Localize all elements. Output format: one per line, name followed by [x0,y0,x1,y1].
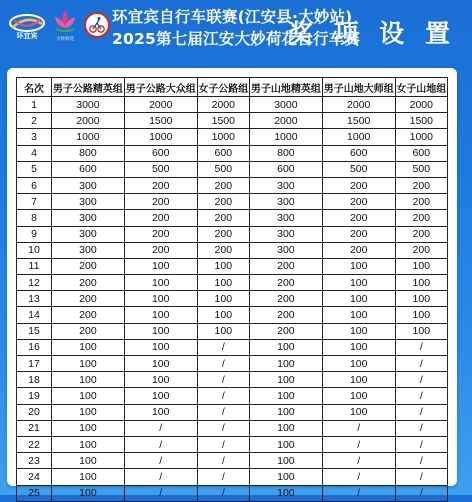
prize-cell: 100 [197,291,249,307]
rank-cell: 7 [17,194,52,210]
table-header-row [17,78,448,97]
prize-cell: 100 [52,469,125,485]
prize-cell: 600 [52,161,125,177]
prize-cell: 100 [322,339,395,355]
prize-cell: 200 [124,194,197,210]
rank-cell: 23 [17,453,52,469]
prize-cell: 200 [395,210,447,226]
prize-cell: / [124,436,197,452]
prize-cell: 100 [249,436,322,452]
prize-cell: 1500 [395,113,447,129]
prize-cell: 200 [52,275,125,291]
prize-cell: 300 [52,242,125,258]
table-row [17,145,448,161]
table-row [17,275,448,291]
table-row [17,323,448,339]
prize-cell: 200 [124,226,197,242]
prize-cell: 200 [52,291,125,307]
prize-cell: 500 [322,161,395,177]
prize-cell: 800 [249,145,322,161]
table-row [17,291,448,307]
prize-cell: 100 [197,275,249,291]
prize-cell: 100 [124,275,197,291]
title-line-1: 环宜宾自行车联赛(江安县·大妙站) [112,8,353,26]
prize-cell: 100 [249,420,322,436]
prize-cell: 100 [249,469,322,485]
title-line-2: 2025第七届江安大妙荷花自行车赛 [112,30,361,48]
prize-cell: 100 [322,323,395,339]
table-row [17,436,448,452]
table-row [17,372,448,388]
prize-cell: 1500 [197,113,249,129]
prize-cell: 300 [249,177,322,193]
prize-cell: 100 [124,356,197,372]
prize-cell: 200 [395,194,447,210]
table-row [17,453,448,469]
rank-cell: 3 [17,129,52,145]
prize-cell: 100 [322,372,395,388]
prize-cell: / [197,420,249,436]
prize-cell: 100 [249,339,322,355]
prize-cell: / [197,372,249,388]
table-body [17,97,448,502]
prize-cell: 600 [197,145,249,161]
table-row [17,258,448,274]
prize-cell: 500 [395,161,447,177]
table-row [17,356,448,372]
table-row [17,307,448,323]
prize-table [16,77,448,502]
prize-cell: 200 [124,210,197,226]
prize-cell: 100 [322,258,395,274]
cycling-league-logo [8,10,46,40]
table-row [17,194,448,210]
table-row [17,469,448,485]
prize-cell: 100 [322,275,395,291]
prize-cell: 500 [197,161,249,177]
prize-cell: / [322,436,395,452]
prize-cell: 100 [124,372,197,388]
prize-cell: 1000 [124,129,197,145]
prize-cell: / [395,404,447,420]
prize-cell: / [395,372,447,388]
prize-cell: 100 [322,291,395,307]
rank-cell: 9 [17,226,52,242]
prize-cell: 600 [124,145,197,161]
prize-cell: 100 [249,372,322,388]
rank-cell: 18 [17,372,52,388]
rank-cell: 15 [17,323,52,339]
prize-cell: / [197,453,249,469]
prize-cell: / [124,469,197,485]
prize-cell: / [124,485,197,501]
prize-cell: 200 [322,242,395,258]
prize-cell: 100 [197,323,249,339]
prize-cell: 100 [124,323,197,339]
logo-text: 环宜宾 [16,32,38,40]
table-row [17,388,448,404]
prize-cell: / [197,469,249,485]
rank-cell: 12 [17,275,52,291]
rank-cell: 13 [17,291,52,307]
prize-cell: 200 [395,226,447,242]
cyclist-badge-icon [84,12,110,38]
prize-cell: 100 [52,372,125,388]
prize-cell: / [197,339,249,355]
prize-cell: / [197,404,249,420]
prize-cell: 100 [249,404,322,420]
prize-cell: 2000 [322,97,395,113]
prize-cell: / [322,485,395,501]
rank-cell: 17 [17,356,52,372]
prize-cell: 200 [249,275,322,291]
prize-cell: / [395,436,447,452]
prize-cell: / [124,420,197,436]
rank-cell: 22 [17,436,52,452]
rank-cell: 2 [17,113,52,129]
prize-cell: / [322,453,395,469]
prize-cell: 200 [197,210,249,226]
prize-cell: 100 [52,485,125,501]
prize-cell: / [395,388,447,404]
rank-cell: 21 [17,420,52,436]
prize-cell: 200 [322,194,395,210]
header-category: 男子山地精英组 [249,78,322,97]
rank-cell: 20 [17,404,52,420]
rank-cell: 1 [17,97,52,113]
rank-cell: 16 [17,339,52,355]
prize-cell: 1500 [322,113,395,129]
prize-cell: 100 [52,436,125,452]
prize-cell: 100 [52,420,125,436]
prize-cell: 100 [395,307,447,323]
prize-cell: 300 [52,226,125,242]
table-row [17,161,448,177]
rank-cell: 14 [17,307,52,323]
prize-cell: 100 [124,404,197,420]
prize-cell: 1000 [249,129,322,145]
logo-group [8,8,110,42]
rank-cell: 4 [17,145,52,161]
prize-cell: 100 [124,388,197,404]
prize-cell: 800 [52,145,125,161]
prize-cell: 300 [52,210,125,226]
prize-cell: 600 [249,161,322,177]
prize-cell: 300 [249,242,322,258]
prize-cell: 200 [197,242,249,258]
prize-cell: 200 [249,307,322,323]
prize-cell: 200 [124,242,197,258]
page-title: 奖 项 设 置 [287,19,456,48]
prize-cell: 1000 [395,129,447,145]
header-category: 女子公路组 [197,78,249,97]
prize-cell: 1000 [322,129,395,145]
rank-cell: 8 [17,210,52,226]
table-row [17,129,448,145]
rank-cell: 6 [17,177,52,193]
prize-cell: 100 [395,275,447,291]
prize-cell: 300 [52,194,125,210]
prize-cell: 500 [124,161,197,177]
prize-cell: 100 [249,356,322,372]
prize-cell: 100 [395,291,447,307]
table-row [17,339,448,355]
header-category: 男子山地大师组 [322,78,395,97]
prize-cell: / [395,356,447,372]
prize-cell: / [395,339,447,355]
prize-cell: 2000 [124,97,197,113]
rank-cell: 5 [17,161,52,177]
prize-cell: / [395,453,447,469]
prize-cell: / [197,436,249,452]
rank-cell: 24 [17,469,52,485]
table-row [17,485,448,501]
table-row [17,210,448,226]
prize-cell: 200 [395,177,447,193]
prize-cell: 100 [52,453,125,469]
rank-cell: 19 [17,388,52,404]
rank-cell: 25 [17,485,52,501]
prize-cell: 3000 [52,97,125,113]
header-category: 女子山地组 [395,78,447,97]
prize-cell: 100 [395,258,447,274]
prize-table-panel [7,68,457,500]
prize-cell: 200 [395,242,447,258]
prize-cell: 2000 [249,113,322,129]
prize-cell: / [197,356,249,372]
table-row [17,404,448,420]
prize-cell: 200 [322,210,395,226]
prize-cell: / [124,453,197,469]
prize-cell: / [395,420,447,436]
prize-cell: 100 [395,323,447,339]
prize-cell: / [395,469,447,485]
prize-cell: 200 [197,226,249,242]
prize-cell: 100 [124,307,197,323]
prize-cell: 100 [52,356,125,372]
prize-cell: 100 [322,404,395,420]
prize-cell: 2000 [197,97,249,113]
prize-cell: / [395,485,447,501]
prize-cell: 1000 [52,129,125,145]
prize-cell: 100 [322,388,395,404]
prize-cell: 200 [52,307,125,323]
prize-cell: 100 [52,339,125,355]
prize-cell: 100 [249,453,322,469]
lotus-logo-caption: 大妙荷花 [56,37,74,42]
prize-cell: 100 [249,388,322,404]
prize-cell: / [322,420,395,436]
header-category: 男子公路大众组 [124,78,197,97]
prize-cell: 200 [249,291,322,307]
prize-cell: 200 [322,226,395,242]
prize-cell: 100 [249,485,322,501]
prize-cell: 600 [395,145,447,161]
prize-cell: 100 [197,258,249,274]
prize-cell: 200 [197,194,249,210]
lotus-logo [52,8,78,42]
prize-cell: 600 [322,145,395,161]
table-row [17,97,448,113]
table-row [17,420,448,436]
prize-cell: 2000 [52,113,125,129]
table-row [17,177,448,193]
prize-cell: 200 [124,177,197,193]
prize-cell: / [197,485,249,501]
prize-cell: 200 [52,323,125,339]
table-row [17,226,448,242]
prize-cell: 300 [249,194,322,210]
prize-cell: 1000 [197,129,249,145]
prize-cell: 100 [124,258,197,274]
prize-cell: 200 [249,323,322,339]
header-rank: 名次 [17,78,52,97]
prize-cell: 300 [52,177,125,193]
prize-cell: 100 [52,388,125,404]
prize-cell: 200 [52,258,125,274]
prize-cell: 100 [322,307,395,323]
prize-cell: 3000 [249,97,322,113]
prize-cell: 100 [124,291,197,307]
prize-cell: 200 [322,177,395,193]
prize-cell: 300 [249,226,322,242]
prize-cell: 100 [52,404,125,420]
header-category: 男子公路精英组 [52,78,125,97]
table-row [17,242,448,258]
prize-cell: / [197,388,249,404]
prize-cell: 2000 [395,97,447,113]
prize-cell: 1500 [124,113,197,129]
rank-cell: 11 [17,258,52,274]
prize-cell: / [322,469,395,485]
prize-cell: 100 [124,339,197,355]
rank-cell: 10 [17,242,52,258]
header [0,0,472,60]
prize-cell: 200 [249,258,322,274]
table-row [17,113,448,129]
prize-cell: 100 [197,307,249,323]
prize-cell: 200 [197,177,249,193]
prize-cell: 300 [249,210,322,226]
prize-cell: 100 [322,356,395,372]
